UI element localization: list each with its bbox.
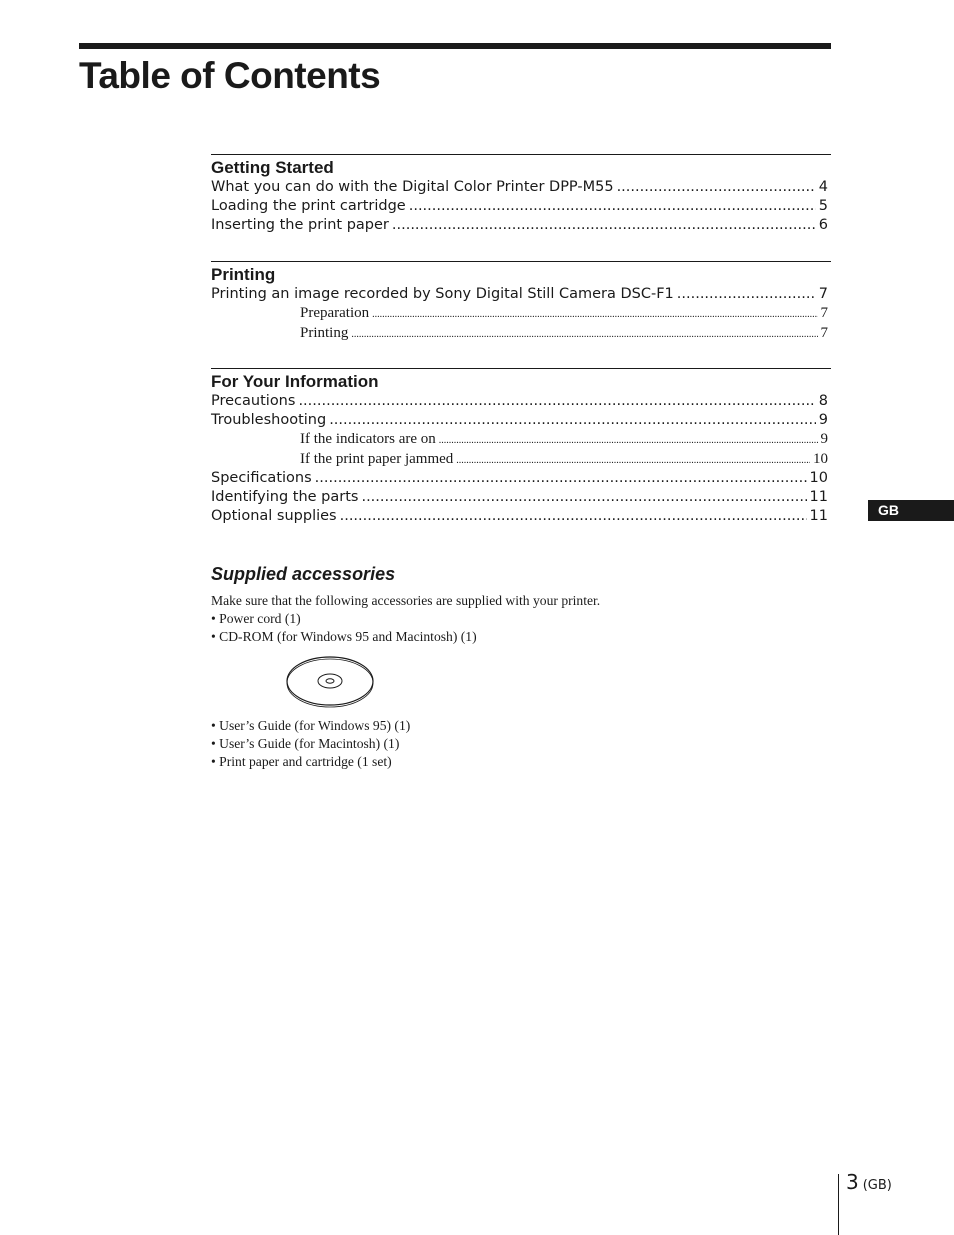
accessories-title: Supplied accessories [211,564,396,584]
toc-list [211,178,831,235]
accessory-item: • User’s Guide (for Macintosh) (1) [211,736,400,751]
toc-entry-label: Inserting the print paper [211,217,389,233]
toc-entry-page: 7 [818,286,828,302]
toc-entry-label: Printing an image recorded by Sony Digital Still Camera DSC-F1 [211,286,674,302]
toc-section-getting-started [211,154,831,235]
toc-entry[interactable] [211,411,831,430]
toc-entry[interactable] [211,469,831,488]
toc-entry[interactable] [211,285,831,304]
toc-section-printing [211,261,831,343]
dot-leader [456,451,810,471]
toc-entry[interactable] [211,507,831,526]
toc-entry[interactable] [211,216,831,235]
toc-entry-label: Troubleshooting [211,412,327,428]
accessories-list-continued [211,717,410,771]
dot-leader [315,469,807,488]
accessories-intro: Make sure that the following accessories are supplied with your printer. [211,593,601,608]
section-heading: For Your Information [211,372,379,391]
toc-entry-page: 7 [820,305,828,321]
section-heading: Getting Started [211,158,334,177]
toc-entry-label: Preparation [300,305,370,321]
dot-leader [409,197,816,216]
toc-entry-label: If the print paper jammed [300,450,454,467]
accessory-item: • User’s Guide (for Windows 95) (1) [211,718,411,733]
section-heading: Printing [211,265,276,284]
page-number-rule [838,1174,839,1235]
accessories-list [211,610,477,646]
toc-entry-label: What you can do with the Digital Color Printer DPP-M55 [211,179,614,195]
page-number-value: 3 [846,1170,859,1194]
toc-entry-page: 7 [820,324,828,341]
page-number [846,1170,892,1194]
toc-entry-label: Specifications [211,470,312,486]
toc-entry-label: Loading the print cartridge [211,198,406,214]
toc-entry-label: Printing [300,324,349,341]
dot-leader [340,507,807,526]
dot-leader [351,325,817,345]
toc-entry-page: 9 [820,431,828,447]
accessory-item: • Power cord (1) [211,611,301,626]
toc-subentry[interactable] [211,450,831,470]
title-rule [79,43,831,49]
language-tab-label: GB [878,502,899,518]
toc-entry-page: 11 [809,489,828,505]
toc-entry-page: 9 [818,412,828,428]
toc-entry-page: 11 [809,508,828,524]
dot-leader [617,178,816,197]
language-tab [868,500,954,521]
page-number-suffix: (GB) [862,1178,892,1193]
accessory-item: • CD-ROM (for Windows 95 and Macintosh) (1) [211,629,477,644]
dot-leader [372,305,817,325]
dot-leader [439,431,818,451]
toc-entry-page: 5 [818,198,828,214]
toc-entry-page: 10 [809,470,828,486]
toc-entry[interactable] [211,392,831,411]
accessory-item: • Print paper and cartridge (1 set) [211,754,392,769]
toc-list [211,392,831,526]
toc-section-for-your-information [211,368,831,526]
toc-entry-page: 4 [818,179,828,195]
toc-list [211,285,831,343]
toc-entry-label: If the indicators are on [300,431,436,447]
toc-subentry[interactable] [211,304,831,324]
dot-leader [677,285,816,304]
toc-entry-page: 6 [818,217,828,233]
cd-rom-illustration [285,654,377,710]
toc-entry-label: Optional supplies [211,508,337,524]
toc-entry[interactable] [211,178,831,197]
dot-leader [392,216,816,235]
dot-leader [329,411,816,430]
toc-entry[interactable] [211,197,831,216]
dot-leader [298,392,815,411]
dot-leader [361,488,806,507]
toc-entry[interactable] [211,488,831,507]
toc-entry-page: 8 [818,393,828,409]
toc-subentry[interactable] [211,430,831,450]
page-title: Table of Contents [79,55,381,96]
toc-entry-label: Precautions [211,393,296,409]
toc-subentry[interactable] [211,324,831,344]
toc-entry-label: Identifying the parts [211,489,359,505]
toc-entry-page: 10 [813,450,828,467]
